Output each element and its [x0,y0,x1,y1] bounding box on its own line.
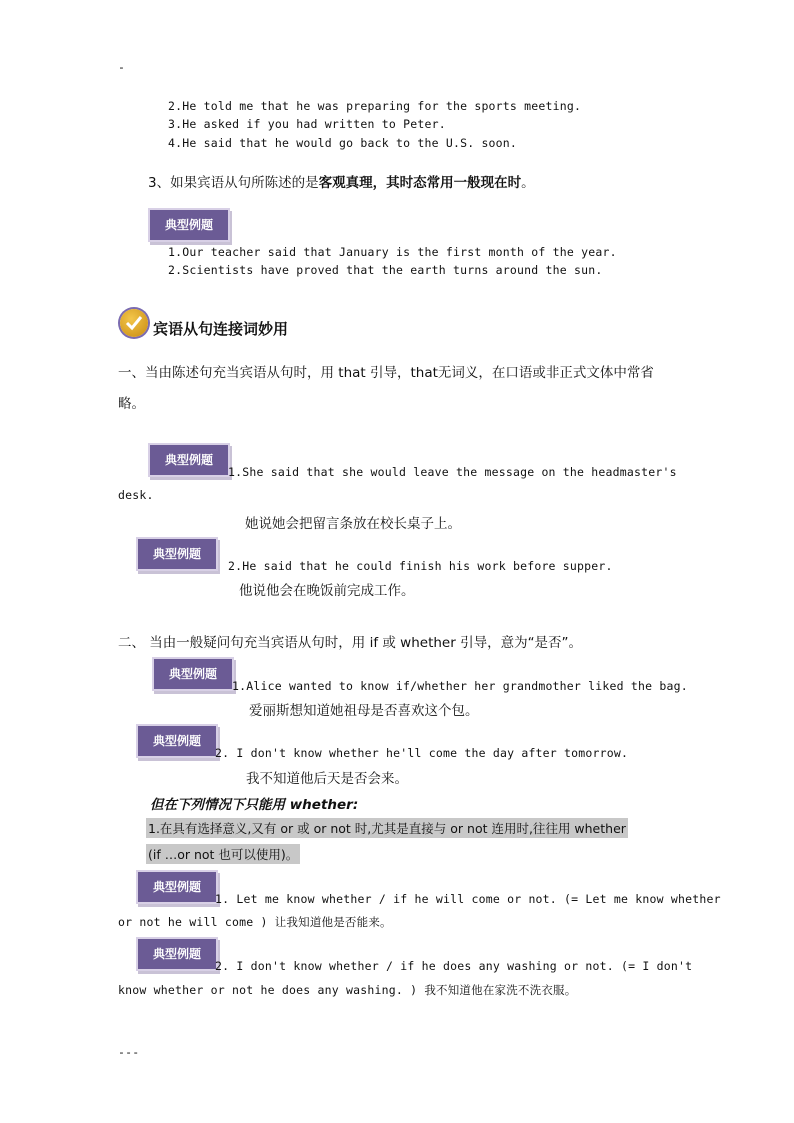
example-cn: 我不知道他后天是否会来。 [246,771,408,787]
example-line: 4.He said that he would go back to the U.S. soon. [168,136,518,150]
header-mark: - [118,60,126,74]
example-badge: 典型例题 [136,537,218,571]
example-en-cont: desk. [118,488,154,502]
section-title: 宾语从句连接词妙用 [153,320,289,338]
example-en: 2. I don't know whether / if he does any washing or not. (= I don't [215,959,693,973]
point-2: 二、 当由一般疑问句充当宾语从句时，用 if 或 whether 引导，意为“是否”。 [118,635,583,651]
rule-3 [148,171,535,191]
example-en: 2. I don't know whether he'll come the day after tomorrow. [215,746,629,760]
highlight-rule-line-1: 1.在具有选择意义,又有 or 或 or not 时,尤其是直接与 or not 连用时,往往用 whether [146,818,628,838]
example-badge: 典型例题 [148,443,230,477]
example-line: 2.He told me that he was preparing for the sports meeting. [168,99,582,113]
example-en-cont: or not he will come ) 让我知道他是否能来。 [118,915,392,929]
example-line: 2.Scientists have proved that the earth turns around the sun. [168,263,603,277]
example-badge: 典型例题 [148,208,230,242]
example-cn: 她说她会把留言条放在校长桌子上。 [245,516,461,532]
footer-mark: --- [118,1045,140,1059]
example-en-cont: know whether or not he does any washing. ) 我不知道他在家洗不洗衣服。 [118,983,577,997]
point-1-line-1: 一、当由陈述句充当宾语从句时，用 that 引导，that无词义，在口语或非正式文体中常省 [118,365,654,381]
example-cn: 爱丽斯想知道她祖母是否喜欢这个包。 [249,703,479,719]
section-logo-icon [120,309,148,337]
example-en: 1.She said that she would leave the message on the headmaster's [228,465,677,479]
example-en: 2.He said that he could finish his work before supper. [228,559,613,573]
example-badge: 典型例题 [152,657,234,691]
rule-3-bold: 客观真理，其时态常用一般现在时 [318,175,522,191]
example-line: 3.He asked if you had written to Peter. [168,117,446,131]
example-en: 1. Let me know whether / if he will come or not. (= Let me know whether [215,892,721,906]
example-cn: 他说他会在晚饭前完成工作。 [239,583,415,599]
point-1-line-2: 略。 [118,396,145,412]
rule-3-suffix: 。 [521,175,535,191]
example-line: 1.Our teacher said that January is the first month of the year. [168,245,617,259]
example-badge: 典型例题 [136,937,218,971]
example-badge: 典型例题 [136,870,218,904]
whether-note: 但在下列情况下只能用 whether: [150,797,359,813]
example-en: 1.Alice wanted to know if/whether her grandmother liked the bag. [232,679,688,693]
rule-3-prefix: 3、如果宾语从句所陈述的是 [148,175,319,191]
highlight-rule-line-2: (if …or not 也可以使用)。 [146,844,300,864]
example-badge: 典型例题 [136,724,218,758]
